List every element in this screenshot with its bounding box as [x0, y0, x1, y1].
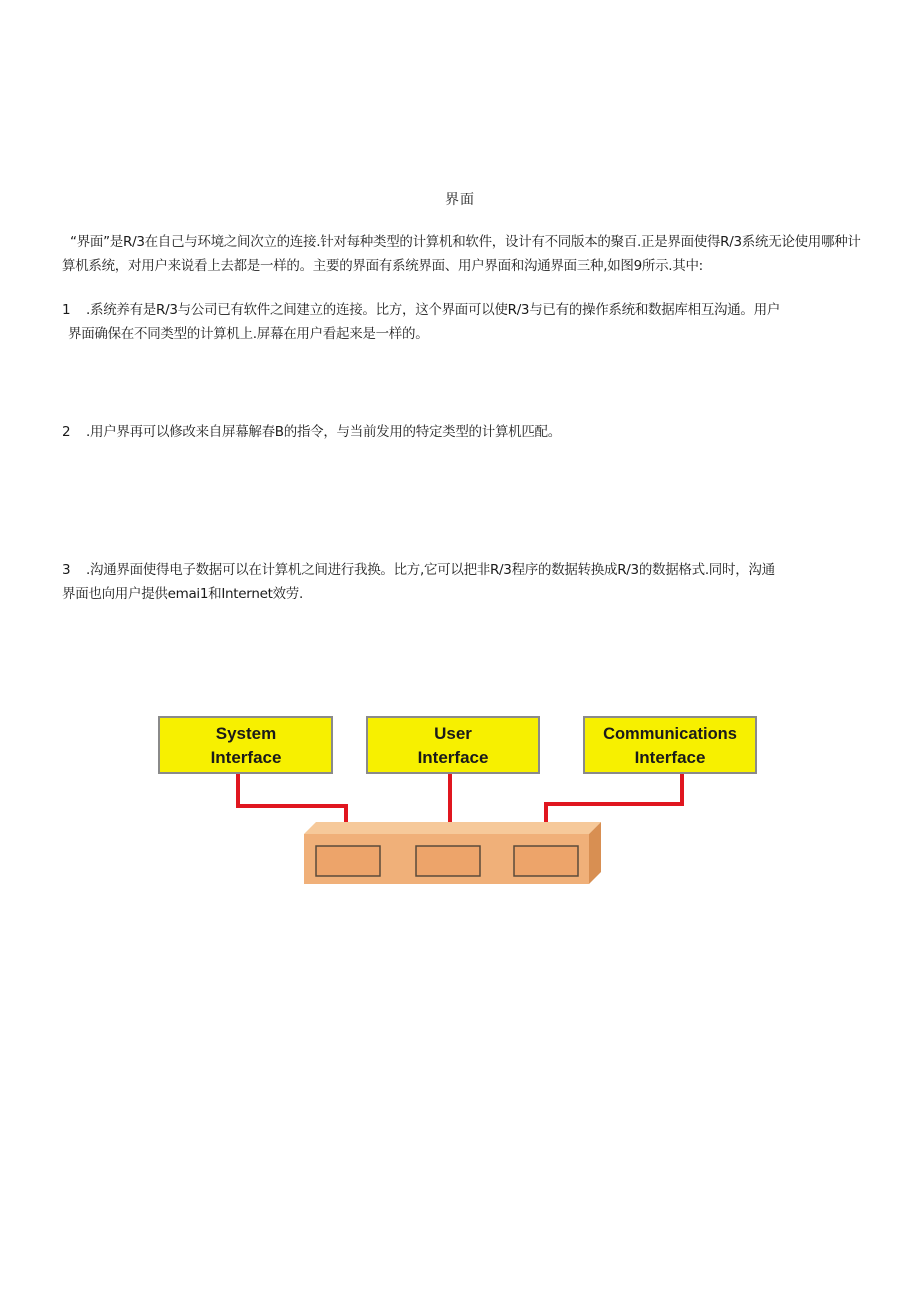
box-label-line1: User	[434, 724, 472, 743]
list-item-number: 1	[62, 302, 71, 318]
list-item-text-line1: .用户界再可以修改来自屏幕解春B的指令，与当前发用的特定类型的计算机匹配。	[86, 424, 561, 440]
box-label-line1: System	[215, 724, 277, 743]
list-item-1	[62, 298, 862, 346]
box-label-line2: Interface	[210, 748, 282, 767]
list-item-number: 2	[62, 424, 71, 440]
list-item-text-line2: 界面确保在不同类型的计算机上.屏幕在用户看起来是一样的。	[68, 326, 429, 342]
list-item-text-line2: 界面也向用户提供emai1和Internet效劳.	[62, 586, 303, 602]
bar-slot-1	[316, 846, 380, 876]
list-item-2	[62, 420, 862, 444]
box-label-line1: Communications	[603, 725, 737, 743]
bar-top	[304, 822, 601, 834]
system-bar	[304, 822, 601, 884]
intro-paragraph: “界面”是R/3在自己与环境之间次立的连接.针对每种类型的计算机和软件，设计有不同版本的聚百.正是界面使得R/3系统无论使用哪种计算机系统，对用户来说看上去都是一样的。主要的界面有系统界面、用户界面和沟通界面三种,如图9所示.其中:	[62, 234, 861, 274]
box-label-line2: Interface	[417, 748, 489, 767]
box-user-interface	[367, 717, 539, 773]
box-system-interface	[159, 717, 332, 773]
page-title: 界面	[445, 192, 475, 208]
list-item-text-line1: .沟通界面使得电子数据可以在计算机之间进行我换。比方,它可以把非R/3程序的数据转换成R/3的数据格式.同时，沟通	[86, 562, 775, 578]
list-item-3	[62, 558, 862, 606]
box-label-line2: Interface	[634, 748, 706, 767]
list-item-number: 3	[62, 562, 71, 578]
list-item-text-line1: .系统养有是R/3与公司已有软件之间建立的连接。比方，这个界面可以使R/3与已有的操作系统和数据库相互沟通。用户	[86, 302, 781, 318]
bar-slot-2	[416, 846, 480, 876]
box-communications-interface	[584, 717, 756, 773]
bar-slot-3	[514, 846, 578, 876]
interfaces-figure	[158, 712, 760, 884]
